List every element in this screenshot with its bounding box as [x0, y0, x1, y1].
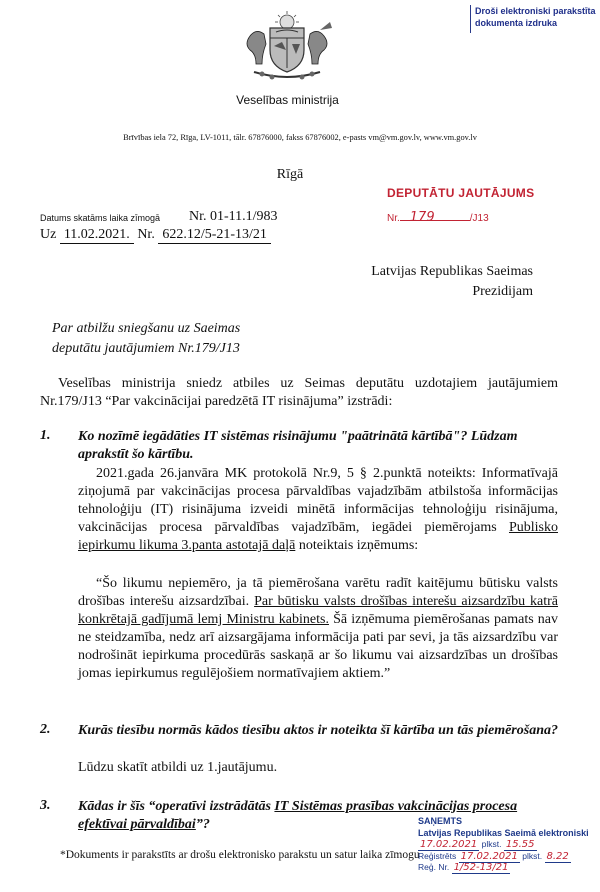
recipient-line-2: Prezidijam: [472, 284, 533, 299]
question-1-number: 1.: [40, 428, 51, 443]
law-quote: [78, 575, 558, 683]
city: Rīgā: [276, 167, 304, 182]
answer-1-tail: noteiktais izņēmums:: [298, 538, 419, 553]
received-time-label: plkst.: [481, 839, 502, 849]
subject: [52, 319, 332, 359]
stamp-title: DEPUTĀTU JAUTĀJUMS: [387, 186, 535, 200]
answer-2: Lūdzu skatīt atbildi uz 1.jautājumu.: [78, 760, 278, 775]
reference-number: Nr. 01-11.1/983: [189, 209, 278, 224]
received-time: 15.55: [505, 839, 535, 850]
subject-line-2: deputātu jautājumiem Nr.179/J13: [52, 341, 240, 356]
deputies-question-stamp: [387, 186, 547, 230]
registered-date: 17.02.2021: [460, 850, 518, 862]
reg-nr: 1/52-13/21: [453, 862, 509, 873]
question-3-text-start: Kādas ir šīs “operatīvi izstrādātās: [78, 799, 271, 814]
coat-of-arms-icon: [232, 10, 342, 82]
registered-label: Reģistrēts: [418, 850, 457, 861]
intro-paragraph: Veselības ministrija sniedz atbiles uz Seimas deputātu uzdotajiem jautājumiem Nr.179/J13 “Par vakcinācijai paredzētā IT risinājuma” izstrādi:: [40, 376, 558, 409]
stamp-nr-label: Nr.: [387, 213, 400, 224]
certified-copy-line-2: dokumenta izdruka: [475, 18, 558, 28]
ministry-address: Brīvības iela 72, Rīga, LV-1011, tālr. 67876000, fakss 67876002, e-pasts vm@vm.gov.lv, www.vm.gov.lv: [123, 133, 477, 142]
stamp-suffix: /J13: [469, 213, 489, 224]
uz-nr: 622.12/5-21-13/21: [158, 227, 271, 244]
quote-tail: Šā izņēmuma piemērošanas pamats nav ne steidzamība, nedz arī aizsargājama informācija pati par sevi, ja tās aizsardzību var nodrošināt iepirkuma procedūrās saskaņā ar šo likumu vai aizsardzības un drošības jomas iepirkumus regulējošiem normatīvajiem aktiem.”: [78, 612, 559, 681]
reply-reference: [40, 227, 271, 244]
received-date: 17.02.2021: [420, 839, 478, 850]
recipient-line-1: Latvijas Republikas Saeimas: [371, 264, 533, 279]
certified-copy-note: [470, 5, 600, 33]
question-3-text-end: ”?: [195, 817, 210, 832]
reg-nr-label: Reģ. Nr.: [418, 862, 450, 872]
uz-label: Uz: [40, 227, 57, 242]
question-3-underlined: IT Sistēmas prasības vakcinācijas procesa efektīvai pārvaldībai: [78, 799, 518, 832]
question-3-number: 3.: [40, 798, 51, 813]
subject-line-1: Par atbilžu sniegšanu uz Saeimas: [52, 321, 241, 336]
uz-nr-label: Nr.: [137, 227, 155, 242]
date-label: Datums skatāms laika zīmogā: [40, 213, 161, 223]
ministry-name: Veselības ministrija: [236, 93, 339, 107]
stamp-number-row: [387, 210, 547, 224]
law-reference-link: Publisko iepirkumu likuma 3.panta astotajā daļā: [78, 520, 558, 553]
footnote: *Dokuments ir parakstīts ar drošu elektronisko parakstu un satur laika zīmogu: [60, 849, 420, 861]
quote-underlined: Par būtisku valsts drošības interešu aizsardzību katrā konkrētajā gadījumā lemj Ministru kabinets.: [78, 594, 559, 627]
answer-1-text: 2021.gada 26.janvāra MK protokolā Nr.9, 5 § 2.punktā noteikts: Informatīvajā ziņojumā par vakcinācijas procesa pārvaldības vajadzībām atbilstoša informācijas tehnoloģiju (IT) risinājuma izveidi minētā informācijas tehnoloģiju risinājuma, vakcinācijas procesa pārvaldības vajadzībām, iegādei piemērojams: [78, 466, 558, 535]
question-1-text: Ko nozīmē iegādāties IT sistēmas risinājumu "paātrinātā kārtībā"? Lūdzam aprakstīt šo kārtību.: [78, 429, 518, 462]
question-2-number: 2.: [40, 722, 51, 737]
received-subtitle: Latvijas Republikas Saeimā elektroniski: [418, 827, 589, 838]
registered-time-label: plkst.: [522, 850, 543, 861]
stamp-nr-value: 179: [409, 210, 435, 225]
certified-copy-line-1: Droši elektroniski parakstīta: [475, 6, 596, 16]
answer-1: [78, 465, 558, 555]
received-stamp: [418, 816, 598, 888]
uz-date: 11.02.2021.: [60, 227, 134, 244]
question-2-text: Kurās tiesību normās kādos tiesību aktos ir noteikta šī kārtība un tās piemērošana?: [78, 723, 558, 738]
recipient: [300, 262, 533, 302]
registered-time: 8.22: [546, 850, 569, 862]
received-title: SAŅEMTS: [418, 816, 463, 826]
quote-text: “Šo likumu nepiemēro, ja tā piemērošana varētu radīt kaitējumu būtisku valsts drošības interešu aizsardzībai.: [78, 576, 558, 609]
